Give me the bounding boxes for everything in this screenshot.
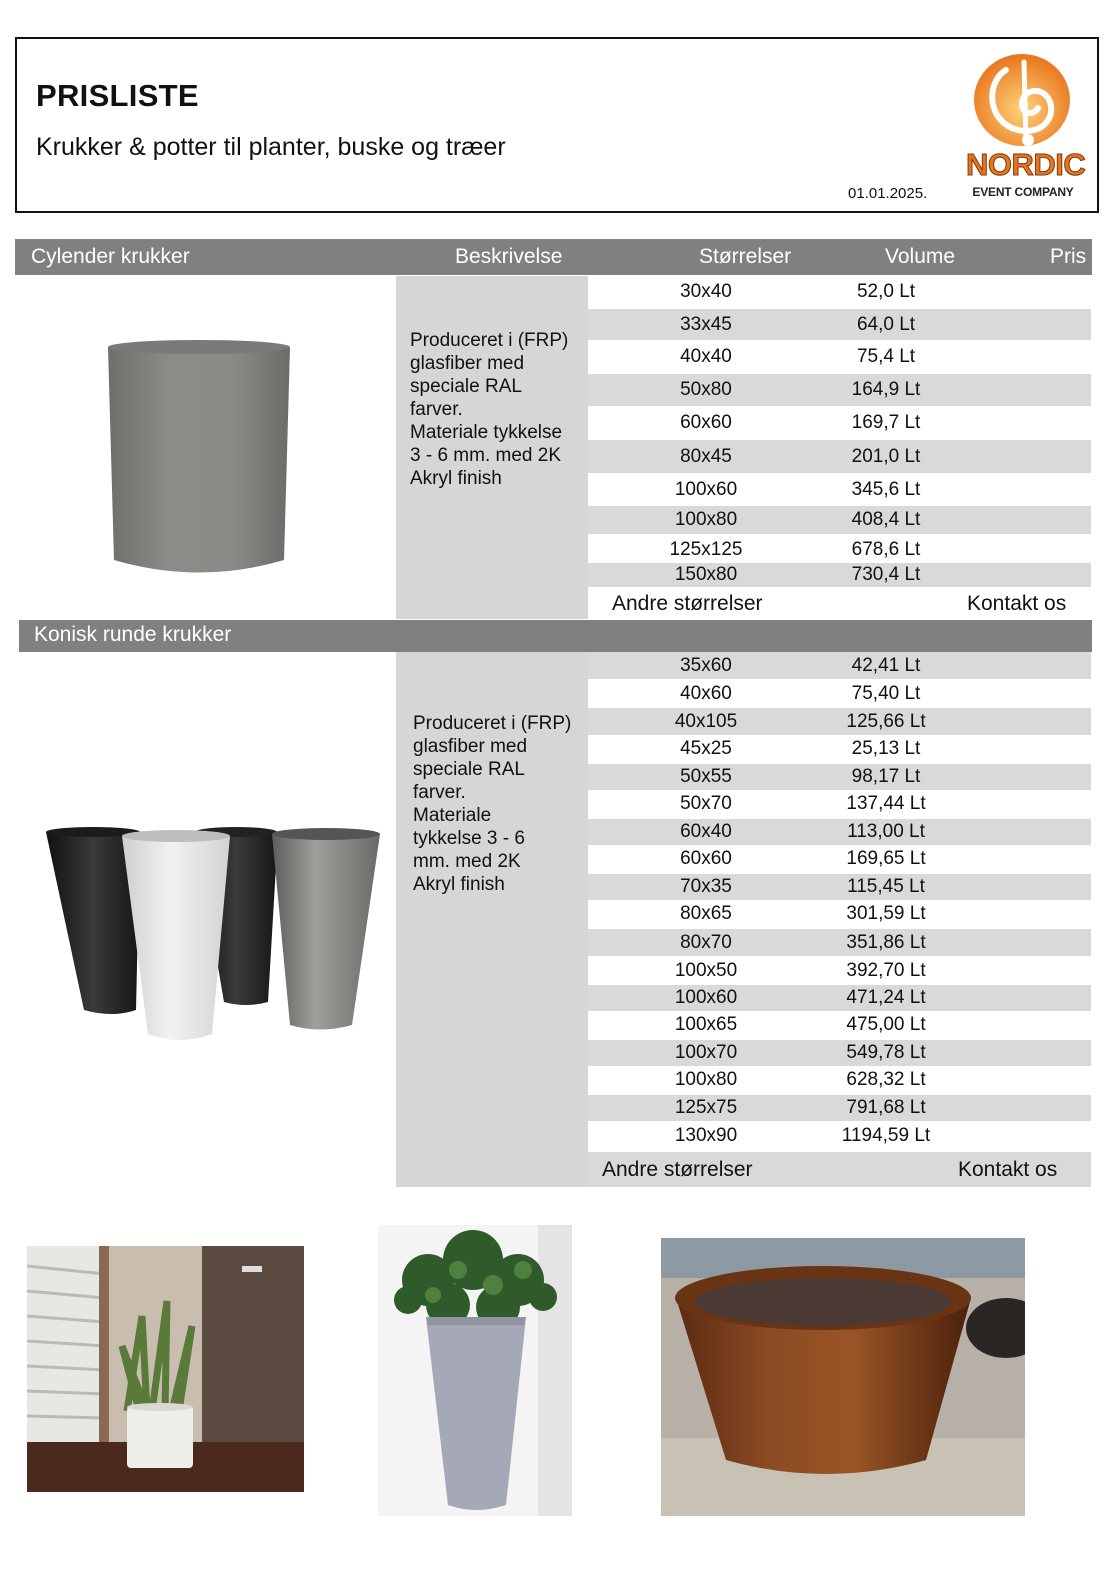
- table-row: [588, 506, 1091, 534]
- section2-desc-line: speciale RAL: [413, 759, 525, 780]
- table-row: [588, 374, 1091, 406]
- column-header-category: Cylender krukker: [31, 245, 190, 268]
- volume-cell: 471,24 Lt: [846, 987, 926, 1008]
- size-cell: 40x105: [674, 710, 738, 732]
- table-row: [588, 309, 1091, 340]
- section2-title: Konisk runde krukker: [34, 623, 232, 646]
- cylinder-pot-image: [100, 335, 300, 583]
- size-cell: 100x60: [674, 479, 738, 500]
- size-cell: 60x60: [680, 848, 732, 869]
- table-row: [588, 708, 1091, 735]
- table-row: [588, 407, 1091, 439]
- table-row: [588, 1040, 1091, 1066]
- table-row: [588, 985, 1091, 1011]
- size-cell: 50x80: [680, 379, 732, 400]
- volume-cell: 25,13 Lt: [851, 738, 921, 759]
- size-cell: 40x60: [680, 682, 732, 704]
- volume-cell: 628,32 Lt: [846, 1069, 926, 1090]
- size-cell: 100x80: [674, 1069, 738, 1090]
- size-cell: 60x40: [680, 821, 732, 842]
- size-cell: 40x40: [680, 345, 732, 367]
- size-cell: 33x45: [680, 313, 732, 335]
- volume-cell: 392,70 Lt: [846, 959, 926, 981]
- volume-cell: 301,59 Lt: [846, 903, 926, 924]
- section2-description: [413, 712, 571, 896]
- volume-cell: 351,86 Lt: [846, 931, 926, 953]
- volume-cell: 98,17 Lt: [851, 766, 921, 787]
- section2-desc-line: tykkelse 3 - 6: [413, 828, 525, 849]
- header-box: [15, 37, 1099, 213]
- volume-cell: 730,4 Lt: [851, 564, 921, 585]
- size-cell: 30x40: [680, 280, 732, 302]
- volume-cell: 475,00 Lt: [846, 1014, 926, 1035]
- size-cell: 125x125: [669, 538, 743, 560]
- page-subtitle: Krukker & potter til planter, buske og træer: [36, 133, 506, 161]
- other-sizes-row: [588, 588, 1091, 620]
- table-row: [588, 736, 1091, 762]
- volume-cell: 201,0 Lt: [851, 445, 921, 467]
- table-row: [588, 475, 1091, 505]
- section2-header-bar: [19, 620, 1092, 652]
- column-header-price: Pris: [1050, 245, 1087, 268]
- table-row: [588, 440, 1091, 473]
- contact-label: Kontakt os: [958, 1157, 1058, 1181]
- table-row: [588, 276, 1091, 307]
- section1-desc-line: speciale RAL: [410, 376, 522, 397]
- volume-cell: 52,0 Lt: [856, 280, 916, 302]
- table-row: [588, 563, 1091, 587]
- section2-desc-line: farver.: [413, 782, 466, 803]
- table-row: [588, 791, 1091, 817]
- volume-cell: 408,4 Lt: [851, 509, 921, 530]
- size-cell: 150x80: [674, 564, 738, 585]
- size-cell: 80x70: [680, 931, 732, 953]
- other-sizes-label: Andre størrelser: [602, 1157, 753, 1181]
- volume-cell: 169,7 Lt: [851, 412, 921, 433]
- size-cell: 100x70: [674, 1042, 738, 1063]
- volume-cell: 113,00 Lt: [847, 821, 925, 842]
- table-row: [588, 901, 1091, 927]
- price-list-date: 01.01.2025.: [848, 185, 928, 202]
- column-header-bar: [15, 239, 1092, 275]
- size-cell: 100x80: [674, 509, 738, 530]
- volume-cell: 137,44 Lt: [846, 793, 926, 814]
- gray-conical-pot-with-shrub-image: [378, 1225, 572, 1516]
- size-cell: 80x65: [680, 903, 732, 924]
- section1-desc-line: glasfiber med: [410, 353, 525, 374]
- table-row: [588, 341, 1091, 372]
- volume-cell: 125,66 Lt: [846, 710, 926, 732]
- table-row: [588, 1067, 1091, 1093]
- size-cell: 45x25: [680, 738, 732, 759]
- table-row: [588, 1095, 1091, 1121]
- volume-cell: 75,4 Lt: [856, 345, 916, 367]
- other-sizes-row: [588, 1152, 1091, 1187]
- white-pot-with-snake-plant-image: [27, 1246, 304, 1492]
- logo-tagline: EVENT COMPANY: [972, 185, 1074, 199]
- logo-wordmark: NORDIC: [966, 147, 1086, 182]
- column-header-volume: Volume: [885, 245, 956, 268]
- section2-desc-line: Materiale: [413, 805, 492, 826]
- size-cell: 80x45: [680, 445, 732, 467]
- table-row: [588, 1012, 1091, 1038]
- section1-desc-line: Produceret i (FRP): [410, 330, 569, 351]
- table-row: [588, 957, 1091, 984]
- column-header-description: Beskrivelse: [455, 245, 563, 268]
- table-row: [588, 680, 1091, 707]
- section1-desc-line: Akryl finish: [410, 468, 502, 489]
- section1-desc-line: 3 - 6 mm. med 2K: [410, 445, 561, 466]
- section1-description: [410, 329, 568, 490]
- size-cell: 70x35: [680, 876, 732, 897]
- volume-cell: 549,78 Lt: [846, 1042, 926, 1063]
- table-row: [588, 1122, 1091, 1149]
- other-sizes-label: Andre størrelser: [612, 592, 763, 615]
- volume-cell: 791,68 Lt: [846, 1097, 926, 1118]
- contact-label: Kontakt os: [967, 592, 1067, 615]
- table-row: [588, 929, 1091, 956]
- table-row: [588, 764, 1091, 790]
- size-cell: 100x65: [674, 1014, 738, 1035]
- size-cell: 50x70: [680, 793, 732, 814]
- section2-desc-line: mm. med 2K: [413, 851, 521, 872]
- section2-desc-line: Produceret i (FRP): [413, 713, 572, 734]
- table-row: [588, 874, 1091, 900]
- size-cell: 35x60: [680, 654, 732, 676]
- size-cell: 100x60: [674, 987, 738, 1008]
- column-header-sizes: Størrelser: [699, 245, 792, 268]
- treble-clef-flame-icon: [966, 52, 1080, 152]
- page-title: PRISLISTE: [36, 78, 199, 113]
- size-cell: 50x55: [680, 766, 732, 787]
- size-cell: 125x75: [674, 1097, 738, 1118]
- nordic-logo: [966, 52, 1086, 204]
- section2-desc-line: glasfiber med: [413, 736, 528, 757]
- size-cell: 100x50: [674, 959, 738, 981]
- volume-cell: 75,40 Lt: [851, 682, 921, 704]
- section1-desc-line: farver.: [410, 399, 463, 420]
- section2-desc-line: Akryl finish: [413, 874, 505, 895]
- table-row: [588, 846, 1091, 872]
- volume-cell: 164,9 Lt: [851, 379, 921, 400]
- section1-desc-line: Materiale tykkelse: [410, 422, 563, 443]
- volume-cell: 42,41 Lt: [851, 654, 921, 676]
- wooden-bowl-planter-image: [661, 1238, 1025, 1516]
- volume-cell: 1194,59 Lt: [841, 1124, 931, 1146]
- volume-cell: 678,6 Lt: [851, 538, 921, 560]
- conical-pots-image: [40, 820, 385, 1050]
- volume-cell: 169,65 Lt: [846, 848, 926, 869]
- table-row: [588, 819, 1091, 845]
- table-row: [588, 652, 1091, 679]
- table-row: [588, 536, 1091, 563]
- volume-cell: 115,45 Lt: [847, 876, 925, 897]
- volume-cell: 64,0 Lt: [856, 313, 916, 335]
- volume-cell: 345,6 Lt: [851, 479, 921, 500]
- size-cell: 60x60: [680, 412, 732, 433]
- size-cell: 130x90: [674, 1124, 738, 1146]
